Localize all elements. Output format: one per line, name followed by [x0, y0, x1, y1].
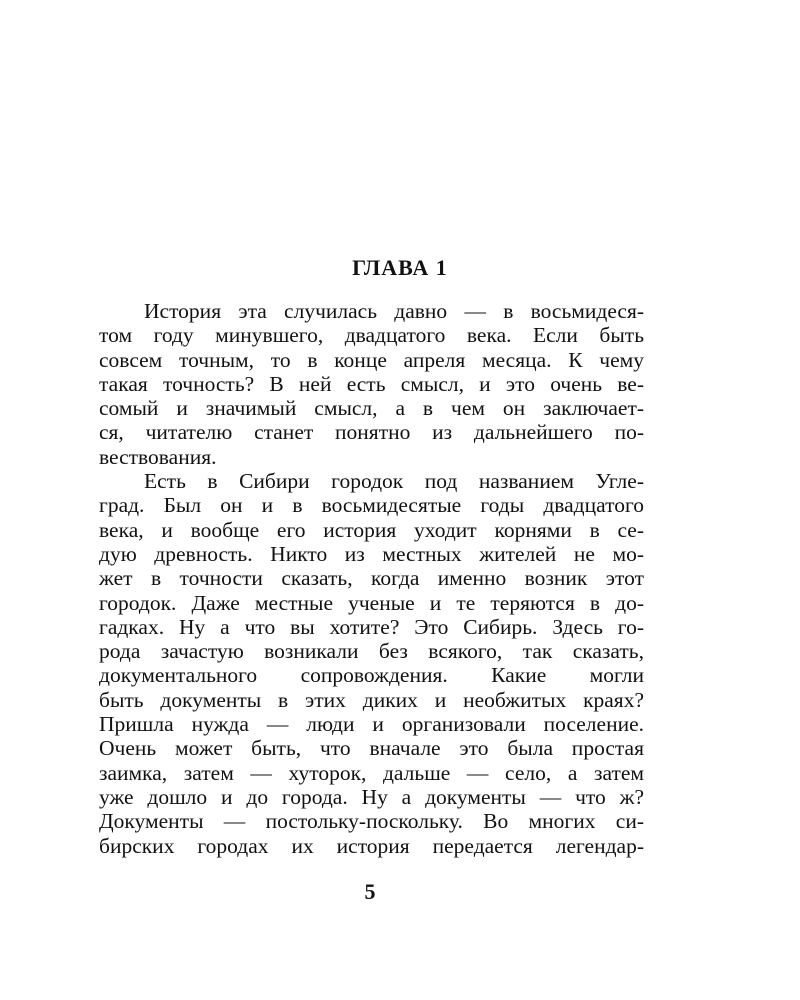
text-line: Очень может быть, что вначале это была простая [99, 736, 644, 761]
text-line: уже дошло и до города. Ну а документы — что ж? [99, 784, 644, 809]
text-line: Пришла нужда — люди и организовали поселение. [99, 712, 644, 737]
text-line: такая точность? В ней есть смысл, и это очень ве- [99, 371, 644, 396]
text-line: дую древность. Никто из местных жителей не мо- [99, 541, 644, 566]
text-line: рода зачастую возникали без всякого, так сказать, [99, 639, 644, 664]
text-line: документального сопровождения. Какие могли [99, 663, 644, 688]
text-line: гадках. Ну а что вы хотите? Это Сибирь. Здесь го- [99, 614, 644, 639]
text-line: городок. Даже местные ученые и те теряются в до- [99, 590, 644, 615]
text-line: быть документы в этих диких и необжитых краях? [99, 687, 644, 712]
text-line: Документы — постольку-поскольку. Во многих си- [99, 809, 644, 834]
text-line: сомый и значимый смысл, а в чем он заключает- [99, 396, 644, 421]
text-line: заимка, затем — хуторок, дальше — село, а затем [99, 760, 644, 785]
text-line: вествования. [99, 444, 217, 469]
text-line: Есть в Сибири городок под названием Угле- [144, 469, 644, 494]
text-line: том году минувшего, двадцатого века. Если быть [99, 323, 644, 348]
body-text [99, 299, 644, 858]
page-number: 5 [364, 879, 376, 904]
text-line: совсем точным, то в конце апреля месяца. К чему [99, 347, 644, 372]
text-line: град. Был он и в восьмидесятые годы двадцатого [99, 493, 644, 518]
text-line: бирских городах их история передается легендар- [99, 833, 644, 858]
text-line: История эта случилась давно — в восьмидеся- [144, 299, 644, 323]
text-line: века, и вообще его история уходит корнями в се- [99, 517, 644, 542]
text-line: ся, читателю станет понятно из дальнейшего по- [99, 420, 644, 445]
text-line: жет в точности сказать, когда именно возник этот [99, 566, 644, 591]
chapter-title: ГЛАВА 1 [352, 255, 448, 280]
